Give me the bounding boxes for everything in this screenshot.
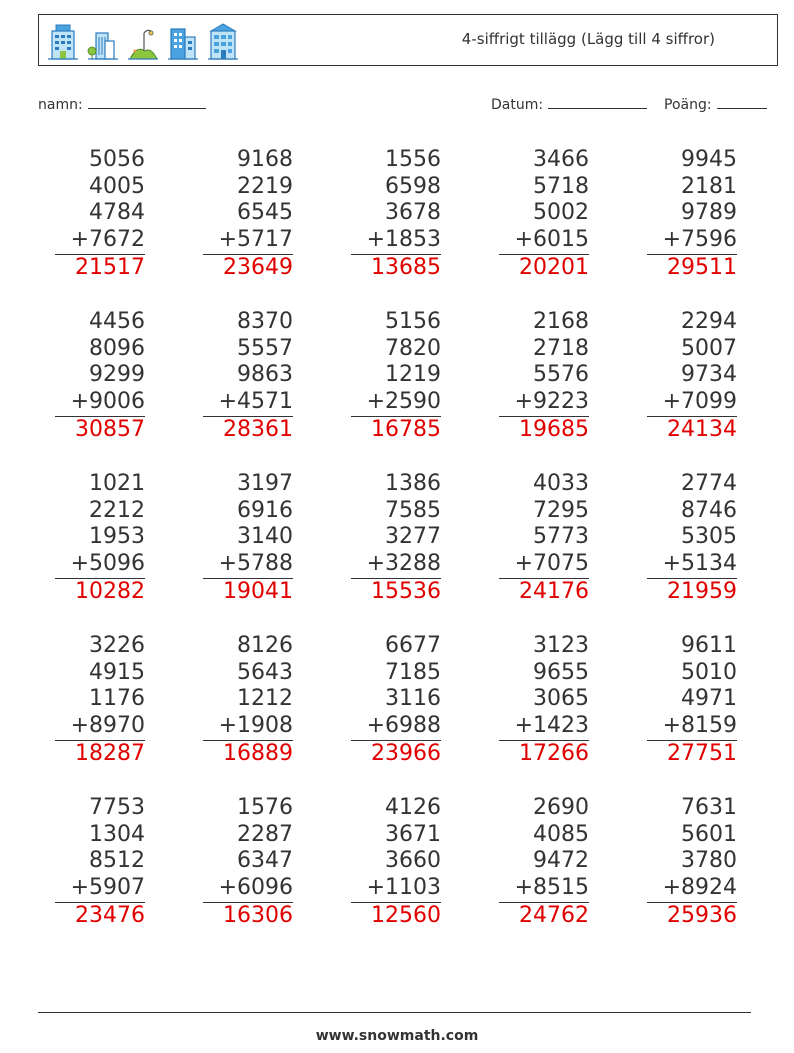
addend: 3678 — [385, 200, 441, 226]
addend: 9472 — [533, 848, 589, 874]
addition-problem — [351, 309, 441, 444]
addend: 4126 — [385, 795, 441, 820]
addition-problem — [351, 147, 441, 282]
addend: 1576 — [237, 795, 293, 820]
addend: 2219 — [237, 173, 293, 199]
addend: 3116 — [385, 686, 441, 712]
addition-problem — [351, 795, 441, 930]
answer: 25936 — [667, 902, 737, 928]
addend: 4456 — [89, 309, 145, 334]
last-addend: +5907 — [55, 875, 145, 903]
answer: 15536 — [371, 578, 441, 604]
footer-divider — [38, 1012, 751, 1013]
addend: 6916 — [237, 497, 293, 523]
addition-problem — [499, 471, 589, 606]
score-field[interactable] — [664, 93, 767, 113]
answer: 10282 — [75, 578, 145, 604]
addition-problem — [647, 471, 737, 606]
addition-problem — [351, 633, 441, 768]
last-addend: +5134 — [647, 551, 737, 579]
answer: 13685 — [371, 254, 441, 280]
addition-problem — [203, 309, 293, 444]
addend: 4005 — [89, 173, 145, 199]
addend: 6598 — [385, 173, 441, 199]
addition-problem — [499, 309, 589, 444]
last-addend: +6096 — [203, 875, 293, 903]
answer: 19041 — [223, 578, 293, 604]
addition-problem — [203, 147, 293, 282]
addend: 1219 — [385, 362, 441, 388]
last-addend: +1103 — [351, 875, 441, 903]
addend: 5156 — [385, 309, 441, 334]
name-field[interactable] — [38, 93, 206, 113]
last-addend: +9006 — [55, 389, 145, 417]
addend: 9168 — [237, 147, 293, 172]
addend: 2212 — [89, 497, 145, 523]
addition-problem — [647, 147, 737, 282]
worksheet-title: 4-siffrigt tillägg (Lägg till 4 siffror) — [461, 30, 715, 48]
addend: 3123 — [533, 633, 589, 658]
last-addend: +5788 — [203, 551, 293, 579]
addend: 4784 — [89, 200, 145, 226]
addend: 5576 — [533, 362, 589, 388]
addend: 3277 — [385, 524, 441, 550]
addend: 4085 — [533, 821, 589, 847]
footer-site: www.snowmath.com — [315, 1028, 479, 1044]
addition-problem — [647, 309, 737, 444]
addend: 8746 — [681, 497, 737, 523]
addend: 3660 — [385, 848, 441, 874]
addend: 5643 — [237, 659, 293, 685]
answer: 17266 — [519, 740, 589, 766]
addend: 2168 — [533, 309, 589, 334]
addition-problem — [203, 795, 293, 930]
addend: 2181 — [681, 173, 737, 199]
addition-problem — [55, 795, 145, 930]
addition-problem — [351, 471, 441, 606]
building-icon — [47, 21, 79, 61]
addend: 1556 — [385, 147, 441, 172]
addition-problem — [499, 795, 589, 930]
name-label: namn: — [38, 97, 83, 113]
addend: 3226 — [89, 633, 145, 658]
last-addend: +9223 — [499, 389, 589, 417]
addition-problem — [203, 633, 293, 768]
addend: 5773 — [533, 524, 589, 550]
answer: 12560 — [371, 902, 441, 928]
addend: 6347 — [237, 848, 293, 874]
addend: 7585 — [385, 497, 441, 523]
last-addend: +8159 — [647, 713, 737, 741]
answer: 16889 — [223, 740, 293, 766]
name-line[interactable] — [88, 93, 206, 109]
answer: 30857 — [75, 416, 145, 442]
addition-problem — [55, 471, 145, 606]
last-addend: +7672 — [55, 227, 145, 255]
addend: 5305 — [681, 524, 737, 550]
addend: 7295 — [533, 497, 589, 523]
addend: 7753 — [89, 795, 145, 820]
answer: 23476 — [75, 902, 145, 928]
last-addend: +7596 — [647, 227, 737, 255]
last-addend: +2590 — [351, 389, 441, 417]
addend: 3140 — [237, 524, 293, 550]
score-line[interactable] — [717, 93, 767, 109]
answer: 19685 — [519, 416, 589, 442]
answer: 24176 — [519, 578, 589, 604]
date-line[interactable] — [548, 93, 647, 109]
apartment-building-icon — [207, 21, 239, 61]
last-addend: +7075 — [499, 551, 589, 579]
last-addend: +1853 — [351, 227, 441, 255]
addend: 6545 — [237, 200, 293, 226]
last-addend: +6015 — [499, 227, 589, 255]
addend: 9299 — [89, 362, 145, 388]
addend: 4971 — [681, 686, 737, 712]
addend: 7820 — [385, 335, 441, 361]
addend: 8096 — [89, 335, 145, 361]
addend: 8370 — [237, 309, 293, 334]
addition-problem — [203, 471, 293, 606]
addend: 9655 — [533, 659, 589, 685]
addend: 3780 — [681, 848, 737, 874]
addend: 9789 — [681, 200, 737, 226]
addition-problem — [55, 633, 145, 768]
addend: 2718 — [533, 335, 589, 361]
answer: 27751 — [667, 740, 737, 766]
last-addend: +4571 — [203, 389, 293, 417]
worksheet-header — [38, 14, 778, 66]
last-addend: +1908 — [203, 713, 293, 741]
header-icons — [47, 21, 239, 61]
addend: 1953 — [89, 524, 145, 550]
addend: 7631 — [681, 795, 737, 820]
last-addend: +6988 — [351, 713, 441, 741]
addend: 5056 — [89, 147, 145, 172]
answer: 29511 — [667, 254, 737, 280]
addend: 3671 — [385, 821, 441, 847]
addend: 1212 — [237, 686, 293, 712]
answer: 21517 — [75, 254, 145, 280]
addition-problem — [55, 309, 145, 444]
answer: 21959 — [667, 578, 737, 604]
addend: 5010 — [681, 659, 737, 685]
addend: 8512 — [89, 848, 145, 874]
addend: 3197 — [237, 471, 293, 496]
addend: 2774 — [681, 471, 737, 496]
answer: 23966 — [371, 740, 441, 766]
answer: 24134 — [667, 416, 737, 442]
addend: 5718 — [533, 173, 589, 199]
office-park-icon — [87, 21, 119, 61]
answer: 28361 — [223, 416, 293, 442]
addend: 1176 — [89, 686, 145, 712]
addition-problem — [55, 147, 145, 282]
answer: 16785 — [371, 416, 441, 442]
last-addend: +5096 — [55, 551, 145, 579]
addend: 2690 — [533, 795, 589, 820]
answer: 20201 — [519, 254, 589, 280]
addition-problem — [647, 633, 737, 768]
addend: 1021 — [89, 471, 145, 496]
addend: 1386 — [385, 471, 441, 496]
last-addend: +7099 — [647, 389, 737, 417]
addition-problem — [499, 147, 589, 282]
last-addend: +1423 — [499, 713, 589, 741]
park-icon — [127, 21, 159, 61]
city-buildings-icon — [167, 21, 199, 61]
addend: 9734 — [681, 362, 737, 388]
addend: 5601 — [681, 821, 737, 847]
addend: 3065 — [533, 686, 589, 712]
addend: 7185 — [385, 659, 441, 685]
addend: 2287 — [237, 821, 293, 847]
addend: 9863 — [237, 362, 293, 388]
answer: 16306 — [223, 902, 293, 928]
addend: 3466 — [533, 147, 589, 172]
addend: 9611 — [681, 633, 737, 658]
last-addend: +8970 — [55, 713, 145, 741]
date-field[interactable] — [491, 93, 647, 113]
date-label: Datum: — [491, 97, 544, 113]
addend: 6677 — [385, 633, 441, 658]
last-addend: +3288 — [351, 551, 441, 579]
answer: 23649 — [223, 254, 293, 280]
addend: 1304 — [89, 821, 145, 847]
last-addend: +5717 — [203, 227, 293, 255]
addition-problem — [499, 633, 589, 768]
addend: 5002 — [533, 200, 589, 226]
addition-problem — [647, 795, 737, 930]
answer: 18287 — [75, 740, 145, 766]
score-label: Poäng: — [664, 97, 712, 113]
addend: 9945 — [681, 147, 737, 172]
addend: 5557 — [237, 335, 293, 361]
addend: 4033 — [533, 471, 589, 496]
last-addend: +8515 — [499, 875, 589, 903]
last-addend: +8924 — [647, 875, 737, 903]
answer: 24762 — [519, 902, 589, 928]
addend: 4915 — [89, 659, 145, 685]
addend: 8126 — [237, 633, 293, 658]
addend: 2294 — [681, 309, 737, 334]
addend: 5007 — [681, 335, 737, 361]
